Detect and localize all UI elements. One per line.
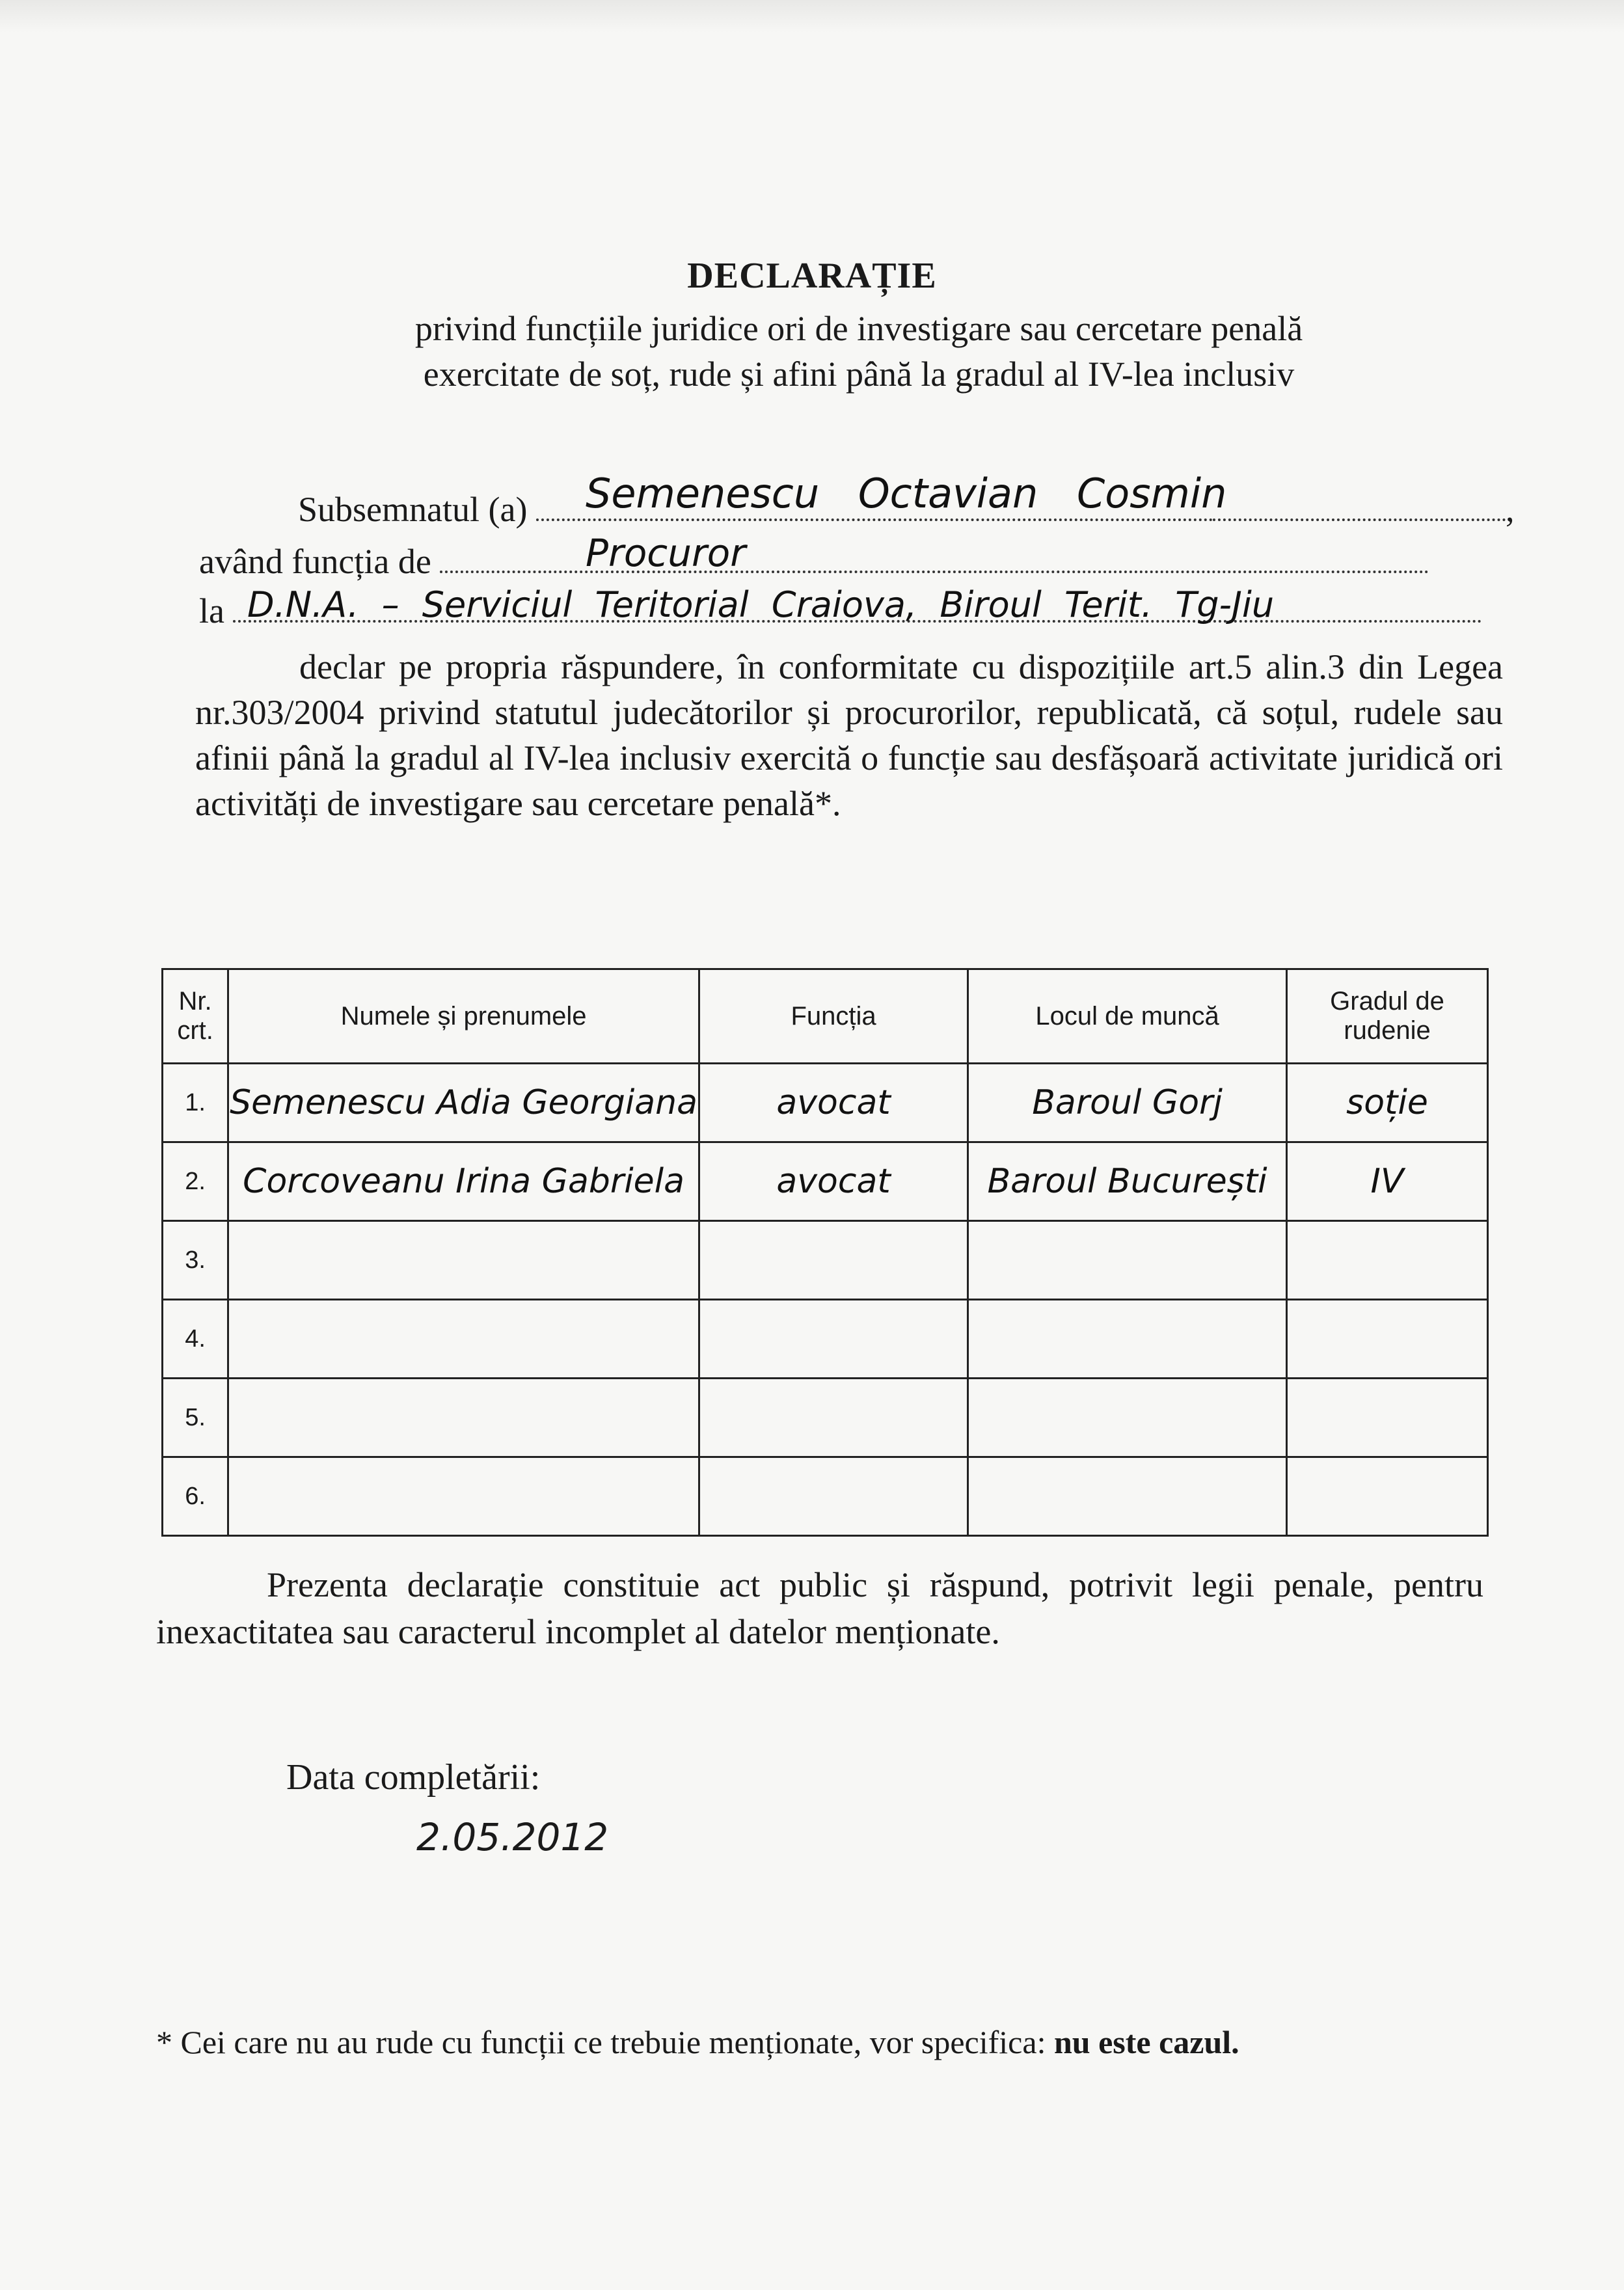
function-field-row: [199, 541, 1429, 582]
row-degree-cell[interactable]: [1286, 1142, 1487, 1221]
row-nr: 6.: [163, 1457, 228, 1536]
header-name: Numele și prenumele: [228, 969, 699, 1064]
row-nr: 3.: [163, 1221, 228, 1300]
table-row: [163, 1457, 1488, 1536]
name-handwritten[interactable]: Semenescu Octavian Cosmin: [586, 470, 1227, 517]
row-nr: 4.: [163, 1300, 228, 1379]
row-name-cell[interactable]: [228, 1457, 699, 1536]
footnote: [156, 2023, 1522, 2061]
row-workplace: Baroul București: [987, 1162, 1267, 1201]
table-row: [163, 1142, 1488, 1221]
row-nr: 2.: [163, 1142, 228, 1221]
table-row: [163, 1300, 1488, 1379]
header-workplace: Locul de muncă: [968, 969, 1287, 1064]
table-row: [163, 1221, 1488, 1300]
row-workplace-cell[interactable]: [968, 1379, 1287, 1457]
subtitle-line-1: privind funcțiile juridice ori de investigare sau cercetare penală: [414, 309, 1303, 348]
row-degree-cell[interactable]: [1286, 1064, 1487, 1142]
scan-edge: [0, 0, 1624, 33]
row-nr: 1.: [163, 1064, 228, 1142]
row-function-cell[interactable]: [699, 1300, 968, 1379]
row-name-cell[interactable]: [228, 1221, 699, 1300]
row-workplace-cell[interactable]: [968, 1300, 1287, 1379]
row-degree: IV: [1370, 1162, 1404, 1201]
table-header-row: [163, 969, 1488, 1064]
statement-paragraph: declar pe propria răspundere, în conformitate cu dispozițiile art.5 alin.3 din Legea nr.303/2004 privind statutul judecătorilor și procurorilor, republicată, că soțul, rudele sau afinii până la gradul al IV-lea inclusiv exercită o funcție sau desfășoară activitate juridică ori activități de investigare sau cercetare penală*.: [195, 647, 1503, 823]
row-workplace-cell[interactable]: [968, 1142, 1287, 1221]
header-degree: Gradul de rudenie: [1286, 969, 1487, 1064]
row-workplace-cell[interactable]: [968, 1064, 1287, 1142]
document-subtitle: [306, 306, 1412, 397]
function-label: având funcția de: [199, 542, 431, 581]
header-nr: Nr. crt.: [163, 969, 228, 1064]
footnote-emphasis: nu este cazul.: [1053, 2024, 1239, 2060]
row-function-cell[interactable]: [699, 1142, 968, 1221]
row-workplace-cell[interactable]: [968, 1457, 1287, 1536]
name-label: Subsemnatul (a): [298, 490, 528, 529]
row-name-cell[interactable]: [228, 1142, 699, 1221]
row-function-cell[interactable]: [699, 1379, 968, 1457]
document-title: DECLARAȚIE: [687, 256, 937, 296]
row-function-cell[interactable]: [699, 1221, 968, 1300]
row-workplace-cell[interactable]: [968, 1221, 1287, 1300]
date-label: Data completării:: [286, 1757, 541, 1798]
row-nr: 5.: [163, 1379, 228, 1457]
row-degree-cell[interactable]: [1286, 1457, 1487, 1536]
row-degree: soție: [1346, 1083, 1428, 1122]
row-function: avocat: [776, 1083, 891, 1122]
name-dotted-line-tail: [1213, 512, 1506, 521]
name-field-row: Subsemnatul (a) ,: [298, 490, 1515, 529]
institution-label: la: [199, 591, 224, 630]
institution-handwritten[interactable]: D.N.A. – Serviciul Teritorial Craiova, Biroul Terit. Tg-Jiu: [247, 584, 1275, 625]
row-name-cell[interactable]: [228, 1300, 699, 1379]
table-row: [163, 1064, 1488, 1142]
row-degree-cell[interactable]: [1286, 1221, 1487, 1300]
header-function: Funcția: [699, 969, 968, 1064]
subtitle-line-2: exercitate de soț, rude și afini până la gradul al IV-lea inclusiv: [423, 355, 1295, 394]
row-name: Corcoveanu Irina Gabriela: [243, 1162, 684, 1201]
row-name-cell[interactable]: [228, 1064, 699, 1142]
closing-paragraph: Prezenta declarație constituie act public și răspund, potrivit legii penale, pentru inexactitatea sau caracterul incomplet al datelor menționate.: [156, 1565, 1483, 1651]
row-name-cell[interactable]: [228, 1379, 699, 1457]
table-row: [163, 1379, 1488, 1457]
row-degree-cell[interactable]: [1286, 1300, 1487, 1379]
row-function-cell[interactable]: [699, 1064, 968, 1142]
row-function-cell[interactable]: [699, 1457, 968, 1536]
function-handwritten[interactable]: Procuror: [586, 531, 746, 575]
row-degree-cell[interactable]: [1286, 1379, 1487, 1457]
row-workplace: Baroul Gorj: [1032, 1083, 1223, 1122]
date-handwritten[interactable]: 2.05.2012: [416, 1815, 609, 1859]
row-name: Semenescu Adia Georgiana: [230, 1083, 697, 1122]
footnote-text: * Cei care nu au rude cu funcții ce trebuie menționate, vor specifica:: [156, 2024, 1046, 2060]
row-function: avocat: [776, 1162, 891, 1201]
relatives-table: [161, 968, 1489, 1537]
